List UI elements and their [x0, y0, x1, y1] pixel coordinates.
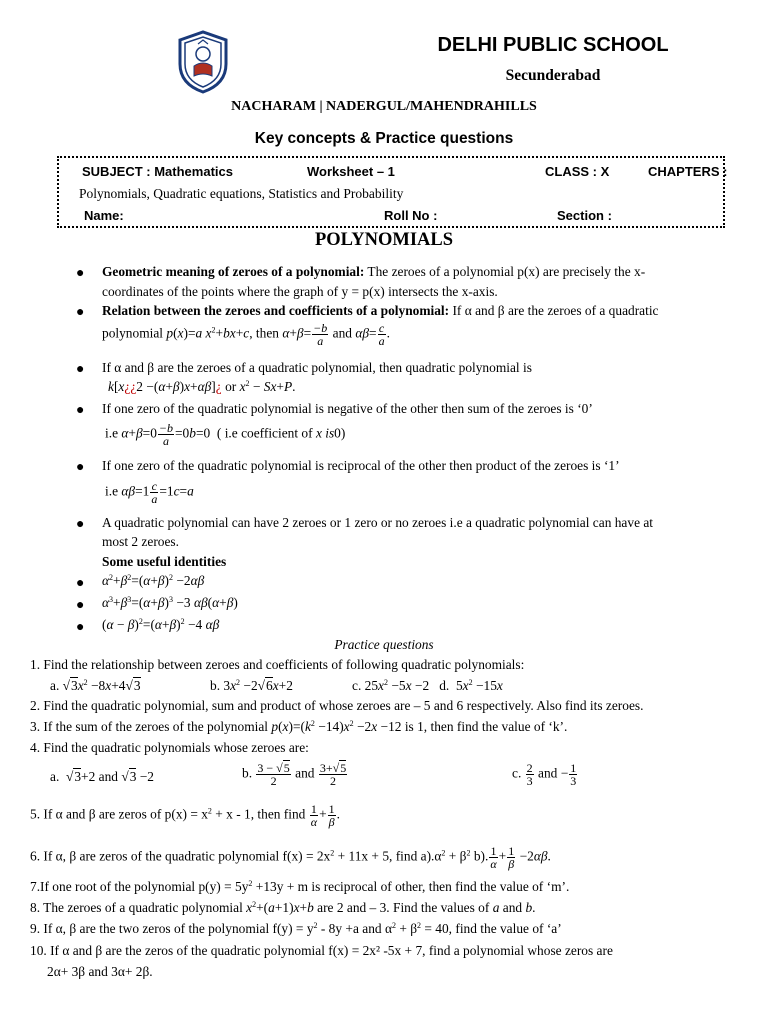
question-3: 3. If the sum of the zeroes of the polynomial $p(x)=(k^2 -14)x^2 -2x -12$ is 1, then find the value of ‘k’.	[30, 719, 568, 734]
concept-reciprocal-zero: If one zero of the quadratic polynomial is reciprocal of the other then product of the zeroes is ‘1’	[102, 458, 620, 473]
bullet-icon: ●	[76, 517, 85, 532]
question-9: 9. If α, β are the two zeros of the polynomial $f(y) = y^2 - 8y +a$ and $\alpha^2 + \beta^2 = 40$, find the value of ‘a’	[30, 921, 562, 936]
subject-label: SUBJECT : Mathematics	[82, 164, 233, 179]
chapters-label: CHAPTERS :	[648, 164, 728, 179]
question-6: 6. If α, β are zeros of the quadratic polynomial $f(x) = 2x^2 + 11x + 5$, find $a).\alpha^2 + \beta^2$ b). $\frac{1}{\alpha}$ + $\frac{1}{\beta}$ −2αβ.	[30, 844, 551, 871]
bullet-icon: ●	[76, 403, 85, 418]
question-10-line2: 2α+ 3β and 3α+ 2β.	[47, 964, 153, 979]
question-4-option-a: a. √3+2 and √3 −2	[50, 769, 155, 784]
concept-zero-count: A quadratic polynomial can have 2 zeroes or 1 zero or no zeroes i.e a quadratic polynomial can have at	[102, 515, 654, 530]
concept-relation: Relation between the zeroes and coefficients of a polynomial: If α and β are the zeroes of a quadratic	[102, 303, 659, 318]
bullet-icon: ●	[76, 598, 85, 613]
section-field: Section :	[557, 208, 612, 223]
concept-zero-count-line2: most 2 zeroes.	[102, 534, 179, 549]
identity-2: $\alpha^3+\beta^3=(\alpha+\beta)^3 -3$ αβ(α+β)	[102, 595, 238, 610]
question-4-option-b: b. $\frac{3 - √5}{2}$ and $\frac{3+√5}{2}$	[242, 761, 347, 788]
school-logo-icon	[176, 30, 230, 94]
worksheet-label: Worksheet – 1	[307, 164, 395, 179]
info-box	[57, 156, 728, 228]
question-2: 2. Find the quadratic polynomial, sum and product of whose zeroes are – 5 and 6 respectively. Also find its zeroes.	[30, 698, 644, 713]
worksheet-subtitle: Key concepts & Practice questions	[254, 130, 514, 147]
concept-negative-formula: i.e α+β=0 $\frac{-b}{a}$ =0b=0 ( i.e coefficient of x is0)	[105, 421, 346, 448]
bullet-icon: ●	[76, 620, 85, 635]
chapters-list: Polynomials, Quadratic equations, Statistics and Probability	[79, 186, 404, 201]
question-7: 7.If one root of the polynomial $p(y) = 5y^2 +13y + m$ is reciprocal of other, then find the value of ‘m’.	[30, 879, 570, 894]
concept-zeroes-geometric-line2: coordinates of the points where the graph of y = p(x) intersects the x-axis.	[102, 284, 498, 299]
concept-relation-formula: polynomial p(x)=a $x^2+bx+c$, then α+β= $\frac{-b}{a}$ and αβ= $\frac{c}{a}$ .	[102, 321, 390, 348]
school-city: Secunderabad	[505, 67, 601, 84]
question-4: 4. Find the quadratic polynomials whose zeroes are:	[30, 740, 309, 755]
question-1-options: a. $√3x^2 -8x+4√3$	[50, 678, 141, 693]
concept-negative-zero: If one zero of the quadratic polynomial is negative of the other then sum of the zeroes is ‘0’	[102, 401, 593, 416]
identity-3: $(\alpha - \beta)^2=(\alpha+\beta)^2 -4$ αβ	[102, 617, 220, 632]
question-8: 8. The zeroes of a quadratic polynomial $x^2+(a+1)x+b$ are 2 and – 3. Find the values of a and b.	[30, 900, 536, 915]
concept-quadratic-form: If α and β are the zeroes of a quadratic polynomial, then quadratic polynomial is	[102, 360, 532, 375]
bullet-icon: ●	[76, 362, 85, 377]
class-label: CLASS : X	[545, 164, 610, 179]
question-1-option-c: c. $25x^2 -5x -2$ d. $5x^2 -15x$	[352, 678, 503, 693]
question-10: 10. If α and β are the zeros of the quadratic polynomial f(x) = 2x² -5x + 7, find a polynomial whose zeros are	[30, 943, 613, 958]
practice-title: Practice questions	[334, 637, 434, 652]
bullet-icon: ●	[76, 305, 85, 320]
question-4-option-c: c. $\frac{2}{3}$ and − $\frac{1}{3}$	[512, 761, 577, 788]
concept-zeroes-geometric: Geometric meaning of zeroes of a polynomial: The zeroes of a polynomial p(x) are precisely the x-	[102, 264, 646, 279]
identities-title: Some useful identities	[102, 554, 227, 569]
name-field: Name:	[84, 208, 124, 223]
concept-reciprocal-formula: i.e αβ=1 $\frac{c}{a}$ =1c=a	[105, 479, 194, 506]
branches: NACHARAM | NADERGUL/MAHENDRAHILLS	[231, 99, 537, 114]
identity-1: $\alpha^2+\beta^2=(\alpha+\beta)^2 -2\alpha\beta$	[102, 573, 205, 588]
roll-field: Roll No :	[384, 208, 438, 223]
question-1-option-b: b. $3x^2 -2√6x+2$	[210, 678, 293, 693]
question-5: 5. If α and β are zeros of $p(x) = x^2 + x - 1$, then find $\frac{1}{\alpha}$ + $\frac{1}{\beta}$ .	[30, 802, 340, 829]
section-title: POLYNOMIALS	[314, 230, 454, 250]
concept-quadratic-formula: k[x¿¿2 −(α+β)x+αβ]¿ or $x^2 - Sx+P$.	[108, 379, 296, 394]
bullet-icon: ●	[76, 576, 85, 591]
bullet-icon: ●	[76, 460, 85, 475]
bullet-icon: ●	[76, 266, 85, 281]
question-1: 1. Find the relationship between zeroes and coefficients of following quadratic polynomials:	[30, 657, 525, 672]
school-name: DELHI PUBLIC SCHOOL	[437, 34, 669, 56]
